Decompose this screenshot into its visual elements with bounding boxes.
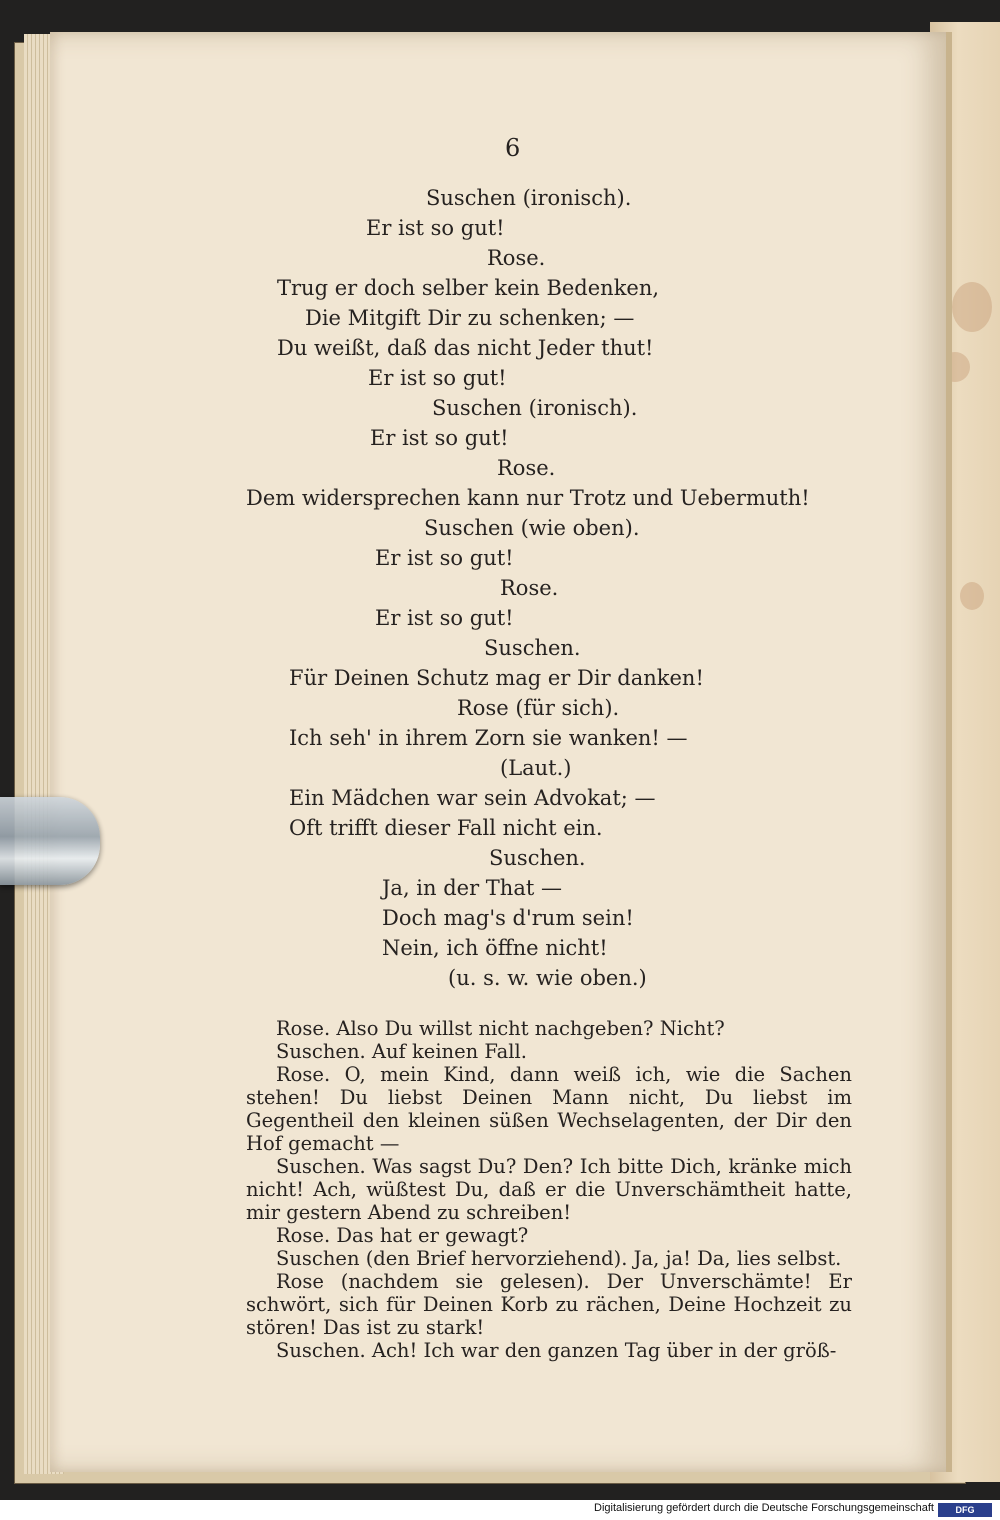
verse-line: Suschen (ironisch). bbox=[426, 186, 632, 210]
verse-line: Rose (für sich). bbox=[457, 696, 620, 720]
prose-paragraph: Rose (nachdem sie gelesen). Der Unverschämte! Er schwört, sich für Deinen Korb zu rächen, Deine Hochzeit zu stören! Das ist zu stark! bbox=[246, 1270, 852, 1339]
verse-line: Für Deinen Schutz mag er Dir danken! bbox=[289, 666, 704, 690]
verse-line: Ja, in der That — bbox=[382, 876, 562, 900]
footer-credit: Digitalisierung gefördert durch die Deutsche Forschungsgemeinschaft bbox=[594, 1502, 934, 1514]
page-number: 6 bbox=[505, 134, 521, 162]
verse-line: Ein Mädchen war sein Advokat; — bbox=[289, 786, 656, 810]
prose-paragraph: Suschen. Ach! Ich war den ganzen Tag über in der größ- bbox=[276, 1339, 837, 1362]
verse-line: Suschen. bbox=[484, 636, 581, 660]
verse-line: Die Mitgift Dir zu schenken; — bbox=[305, 306, 635, 330]
verse-line: Er ist so gut! bbox=[375, 606, 514, 630]
verse-line: Oft trifft dieser Fall nicht ein. bbox=[289, 816, 603, 840]
dfg-logo: DFG bbox=[938, 1503, 992, 1517]
verse-line: Er ist so gut! bbox=[370, 426, 509, 450]
verse-line: Suschen. bbox=[489, 846, 586, 870]
prose-paragraph: Rose. O, mein Kind, dann weiß ich, wie die Sachen stehen! Du liebst Deinen Mann nicht, Du liebst im Gegentheil den kleinen süßen Wechselagenten, der Dir den Hof gemacht — bbox=[246, 1063, 852, 1155]
verse-line: Rose. bbox=[497, 456, 556, 480]
prose-paragraph: Rose. Das hat er gewagt? bbox=[276, 1224, 529, 1247]
footer-bar bbox=[0, 1500, 1000, 1520]
verse-line: (u. s. w. wie oben.) bbox=[448, 966, 647, 990]
verse-line: Dem widersprechen kann nur Trotz und Uebermuth! bbox=[246, 486, 810, 510]
verse-line: Er ist so gut! bbox=[366, 216, 505, 240]
prose-paragraph: Suschen. Auf keinen Fall. bbox=[276, 1040, 527, 1063]
book-clip bbox=[0, 797, 100, 885]
prose-paragraph: Rose. Also Du willst nicht nachgeben? Nicht? bbox=[276, 1017, 725, 1040]
prose-block bbox=[246, 1017, 852, 1362]
verse-line: Ich seh' in ihrem Zorn sie wanken! — bbox=[289, 726, 688, 750]
verse-line: Rose. bbox=[500, 576, 559, 600]
verse-line: Nein, ich öffne nicht! bbox=[382, 936, 608, 960]
verse-line: Doch mag's d'rum sein! bbox=[382, 906, 634, 930]
verse-line: Trug er doch selber kein Bedenken, bbox=[277, 276, 660, 300]
prose-paragraph: Suschen (den Brief hervorziehend). Ja, ja! Da, lies selbst. bbox=[276, 1247, 842, 1270]
verse-line: Suschen (ironisch). bbox=[432, 396, 638, 420]
verse-line: Rose. bbox=[487, 246, 546, 270]
verse-line: Er ist so gut! bbox=[368, 366, 507, 390]
verse-line: Suschen (wie oben). bbox=[424, 516, 640, 540]
prose-paragraph: Suschen. Was sagst Du? Den? Ich bitte Dich, kränke mich nicht! Ach, wüßtest Du, daß er die Unverschämtheit hatte, mir gestern Abend zu schreiben! bbox=[246, 1155, 852, 1224]
verse-line: Er ist so gut! bbox=[375, 546, 514, 570]
verse-line: (Laut.) bbox=[500, 756, 572, 780]
verse-line: Du weißt, daß das nicht Jeder thut! bbox=[277, 336, 654, 360]
